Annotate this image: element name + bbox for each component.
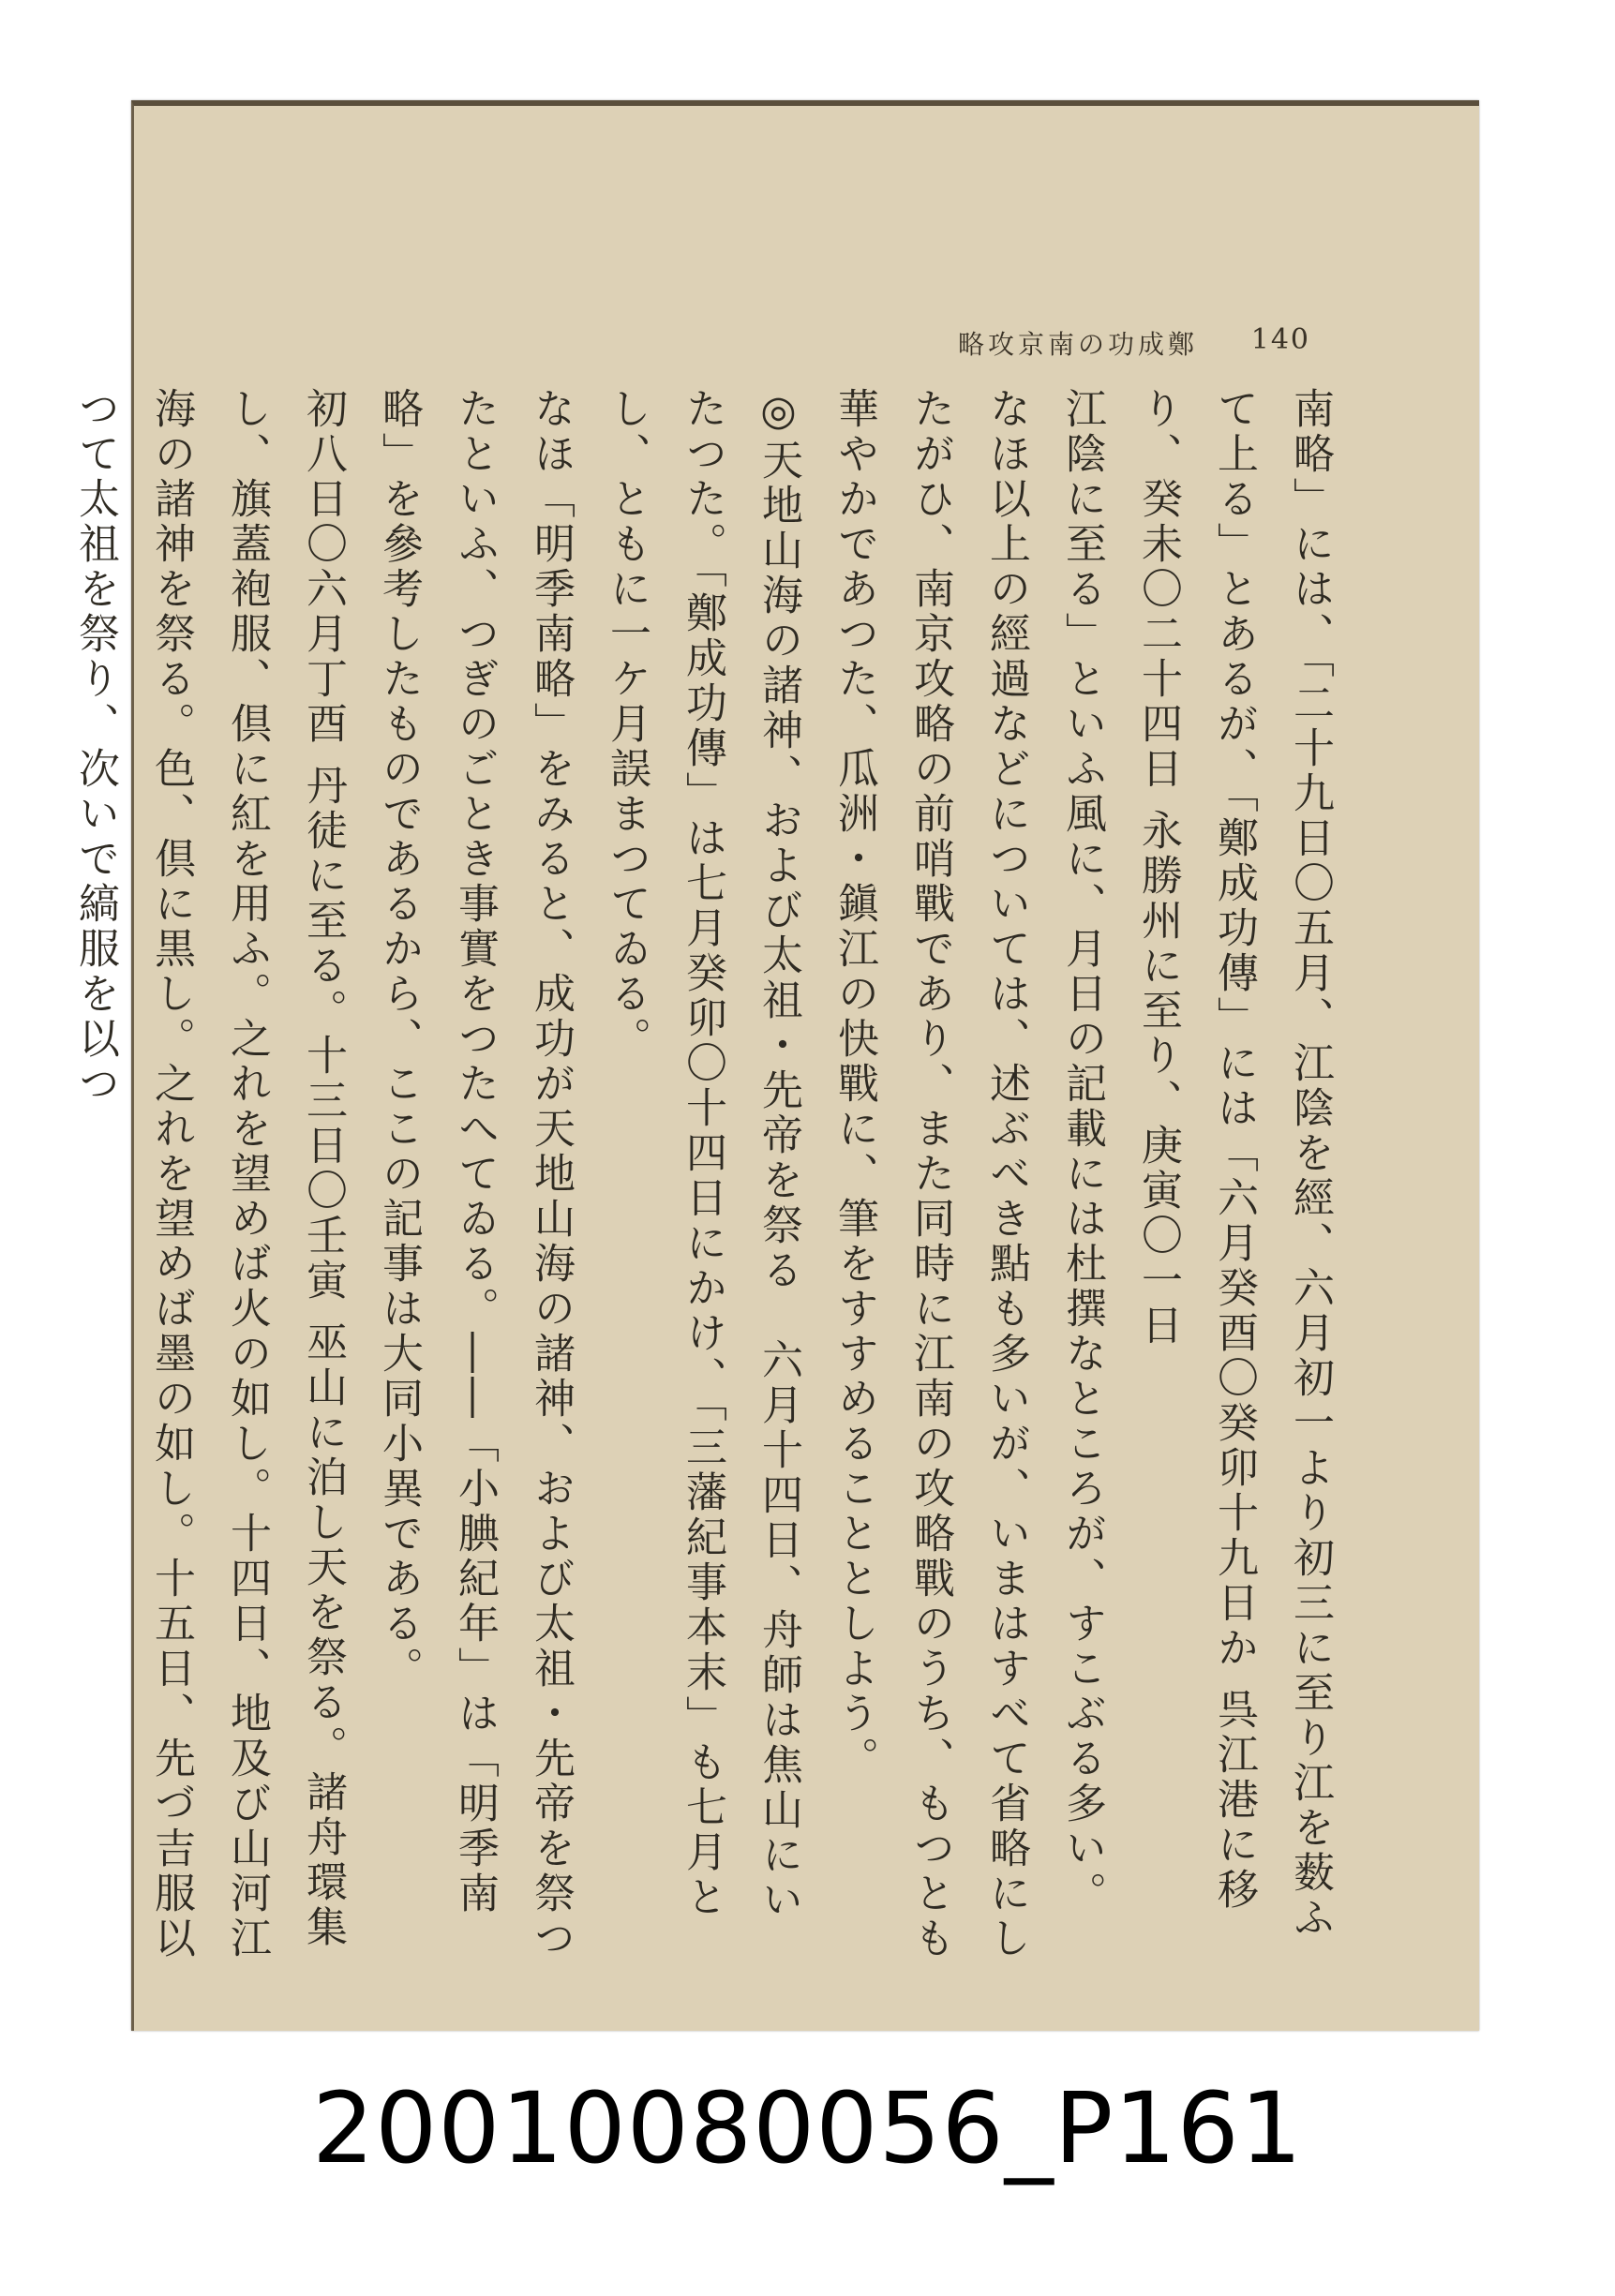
paragraph: ◎天地山海の諸神、および太祖・先帝を祭る 六月十四日、舟師は焦山にいたつた。「鄭成功傳」は七月癸卯〇十四日にかけ、「三藩紀事本末」も七月とし、ともに一ケ月誤まつてゐる。 [603,387,802,1923]
page-number: 140 [1250,323,1310,356]
image-id-caption: 20010080056_P161 [311,2071,1304,2185]
paragraph: なほ「明季南略」をみると、成功が天地山海の諸神、および太祖・先帝を祭つたといふ、つぎのごとき事實をつたへてゐる。――「小腆紀年」は「明季南略」を參考したものであるから、ここの記事は大同小異である。 [375,387,575,1961]
paragraph: 江陰に至る」といふ風に、月日の記載には杜撰なところが、すこぶる多い。 [1058,387,1106,1916]
paragraph: 初八日〇六月丁酉 丹徒に至る。十三日〇壬寅 巫山に泊し天を祭る。諸舟環集し、旗蓋袍服、倶に紅を用ふ。之れを望めば火の如し。十四日、地及び山河江海の諸神を祭る。色、倶に黒し。之れを望めば墨の如し。十五日、先づ吉服以つて太祖を祭り、次いで縞服を以つ [71,387,347,1961]
book-page [71,100,1479,2031]
paragraph: なほ以上の經過などについては、述ぶべき點も多いが、いまはすべて省略にしたがひ、南京攻略の前哨戰であり、また同時に江南の攻略戰のうち、もつとも華やかであつた、瓜洲・鎭江の快戰に、筆をすすめることとしよう。 [830,387,1030,1961]
vertical-text-body [71,387,1348,1961]
paragraph: 南略」には、「二十九日〇五月、江陰を經、六月初一より初三に至り江を薮ふて上る」とあるが、「鄭成功傳」には「六月癸酉〇癸卯十九日か 呉江港に移り、癸未〇二十四日 永勝州に至り、庚寅〇一日 [1134,387,1334,1941]
running-head: 鄭成功の南京攻略 [957,329,1198,360]
